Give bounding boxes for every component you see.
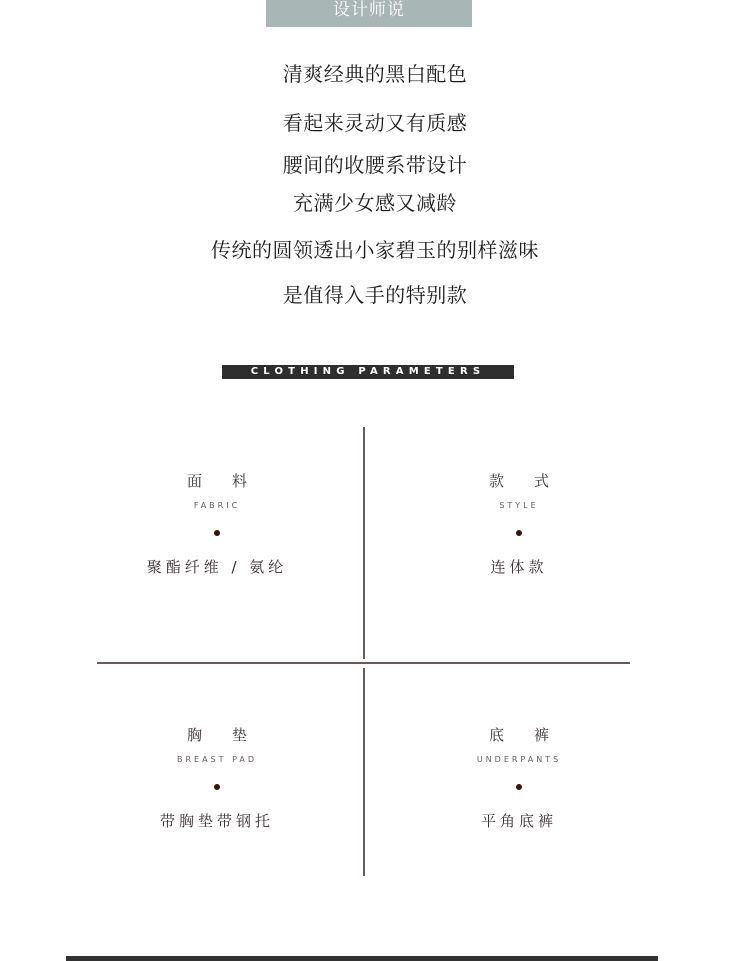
- param-breast-pad: [67, 724, 367, 831]
- clothing-parameters-banner: CLOTHING PARAMETERS: [222, 365, 514, 379]
- designer-says-tab: 设计师说: [266, 0, 472, 27]
- param-underpants-subtitle: UNDERPANTS: [476, 755, 562, 764]
- description-line-2: 看起来灵动又有质感: [282, 111, 468, 135]
- param-fabric-title: 面 料: [186, 472, 247, 490]
- description-line-6: 是值得入手的特别款: [282, 283, 468, 307]
- param-style-subtitle: STYLE: [499, 501, 539, 510]
- bullet-dot: [516, 530, 522, 536]
- param-breast-pad-title: 胸 垫: [186, 726, 247, 744]
- param-underpants: [369, 724, 669, 831]
- description-line-3: 腰间的收腰系带设计: [282, 153, 468, 177]
- param-underpants-value: 平角底裤: [480, 812, 557, 830]
- param-style-value: 连体款: [490, 558, 548, 576]
- description-line-1: 清爽经典的黑白配色: [282, 62, 468, 86]
- bottom-divider-bar: [66, 956, 658, 961]
- grid-divider-horizontal: [97, 662, 630, 664]
- param-underpants-title: 底 裤: [488, 726, 549, 744]
- param-fabric-subtitle: FABRIC: [193, 501, 241, 510]
- bullet-dot: [214, 784, 220, 790]
- description-line-5: 传统的圆领透出小家碧玉的别样滋味: [211, 238, 539, 262]
- param-breast-pad-value: 带胸垫带钢托: [159, 812, 274, 830]
- param-style-title: 款 式: [488, 472, 549, 490]
- param-breast-pad-subtitle: BREAST PAD: [176, 755, 258, 764]
- param-style: [369, 470, 669, 577]
- param-fabric-value: 聚酯纤维 / 氨纶: [146, 558, 288, 576]
- param-fabric: [67, 470, 367, 577]
- bullet-dot: [516, 784, 522, 790]
- description-line-4: 充满少女感又减龄: [293, 191, 457, 215]
- bullet-dot: [214, 530, 220, 536]
